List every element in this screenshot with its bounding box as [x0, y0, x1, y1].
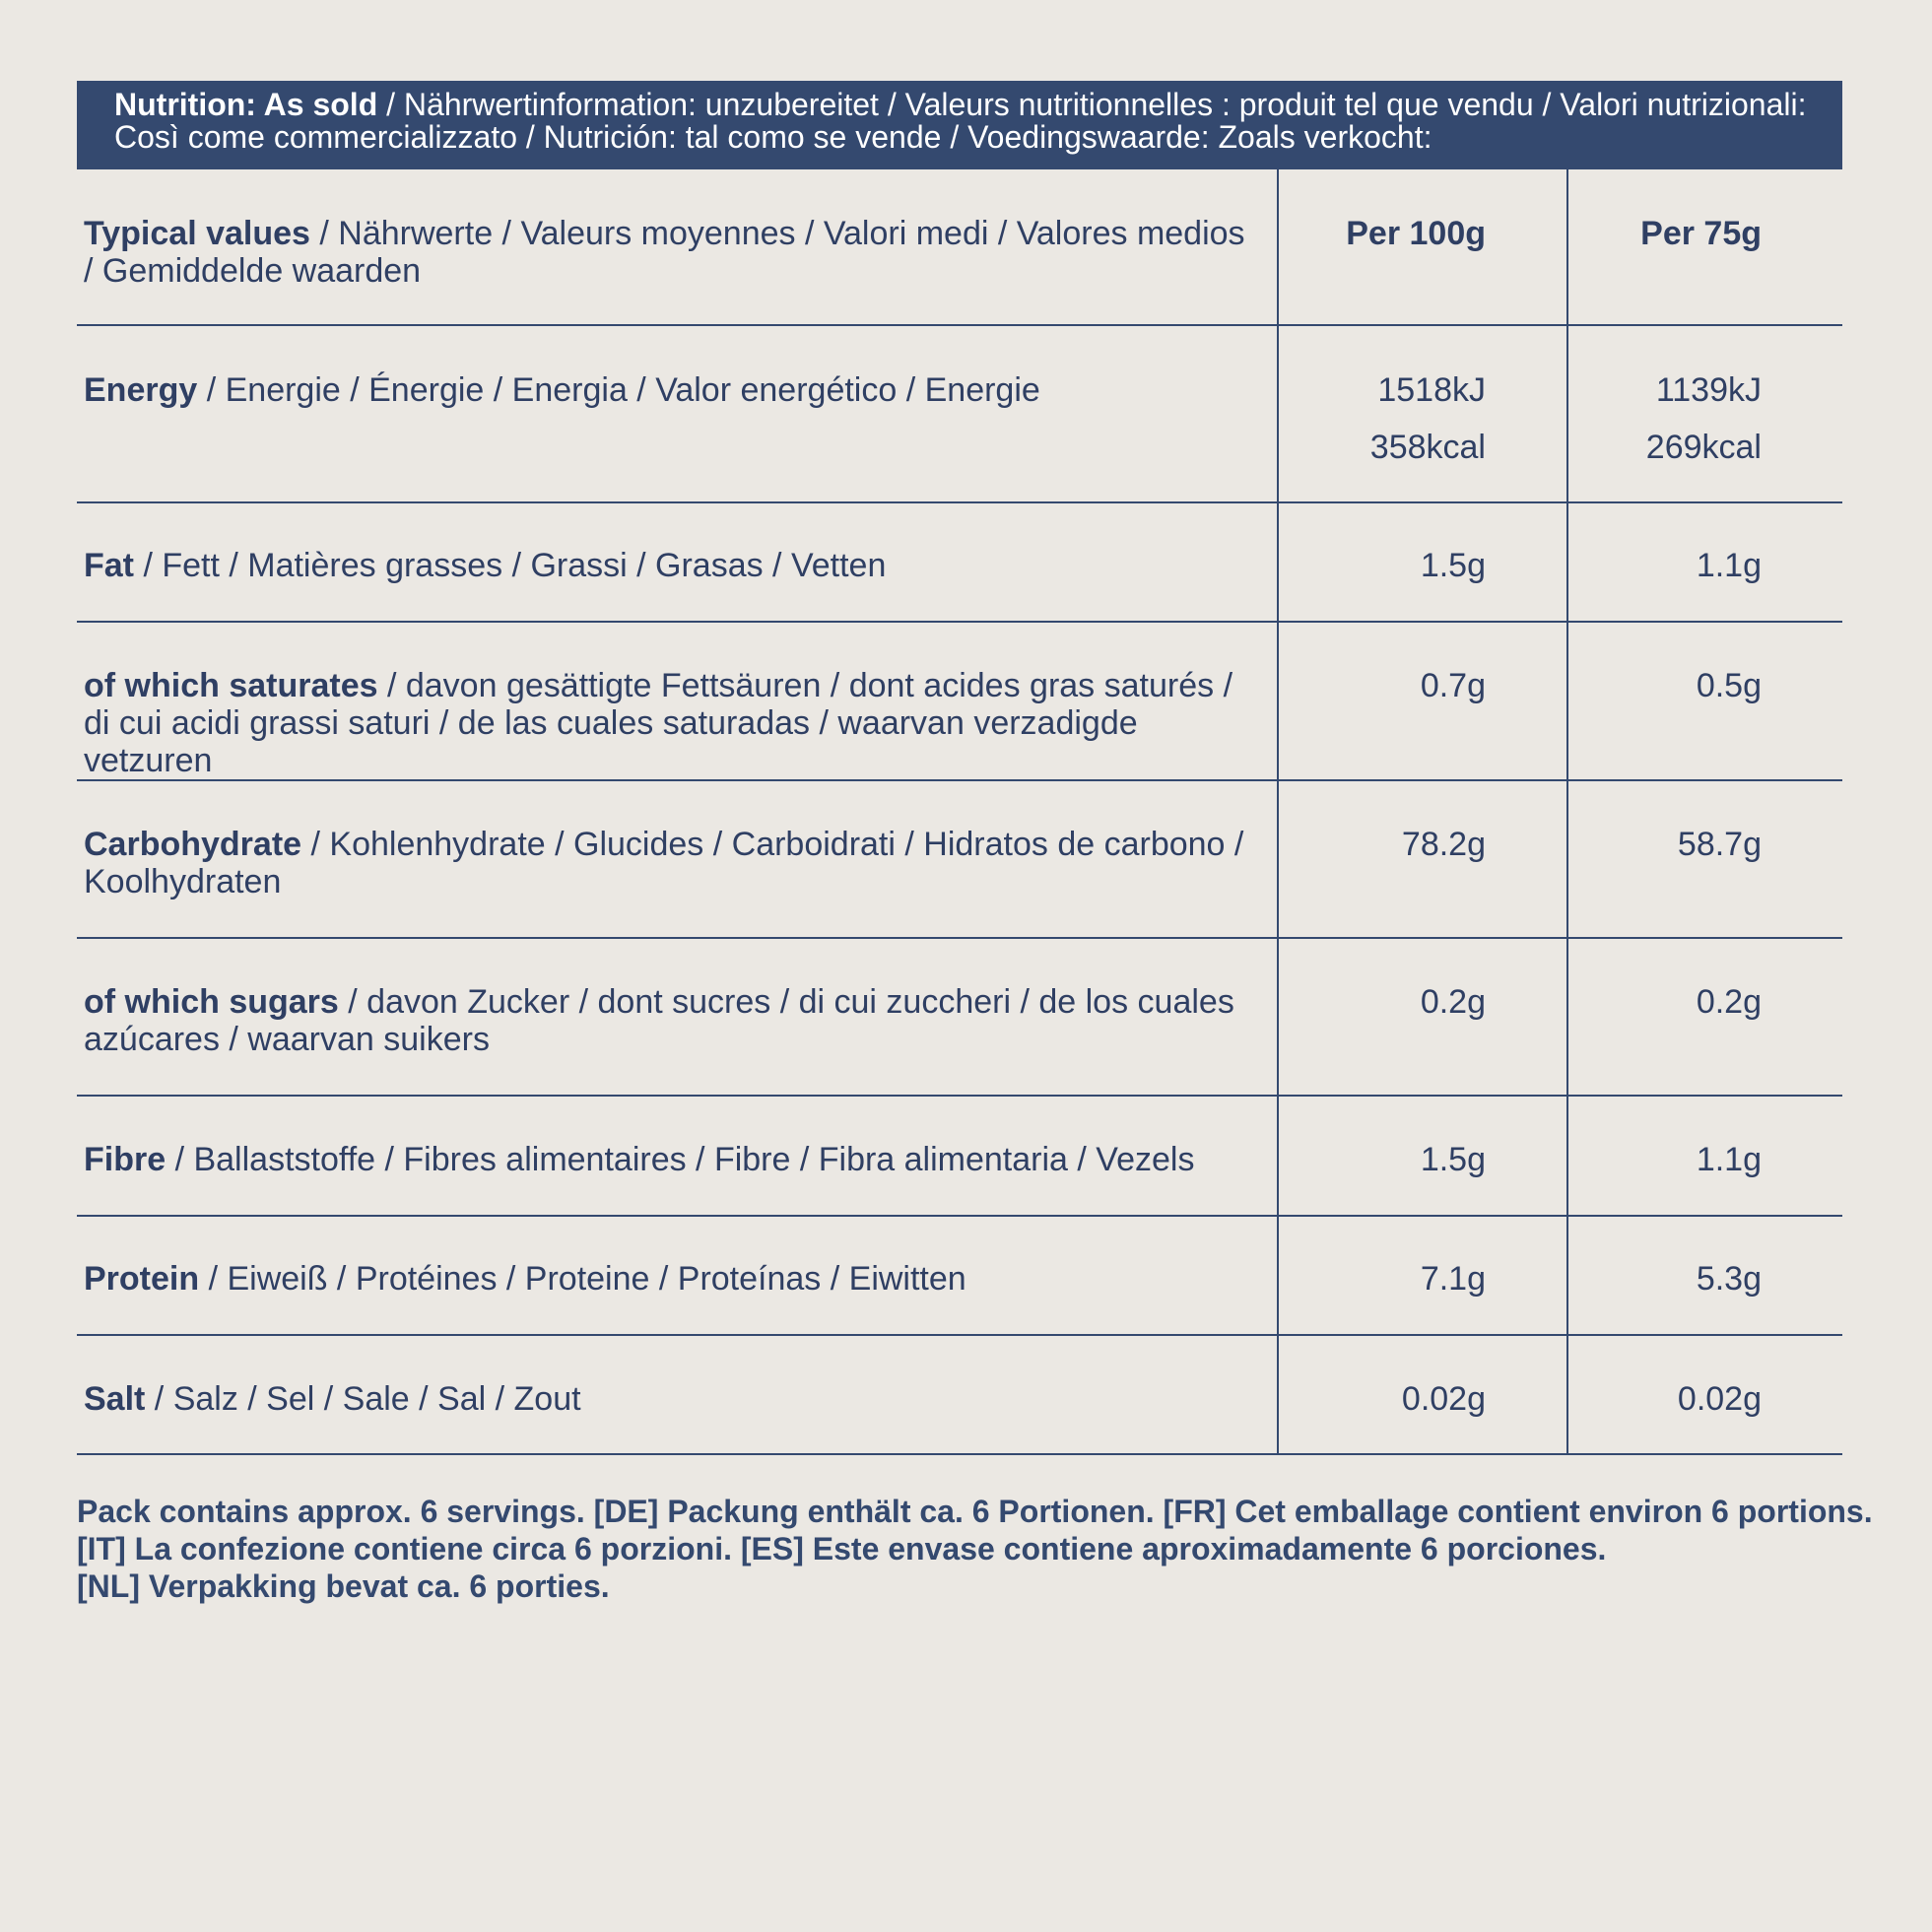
- nutrition-table: [77, 169, 1842, 1455]
- value-per75: 58.7g: [1567, 780, 1842, 938]
- table-row: [77, 502, 1842, 622]
- value-per75: 1.1g: [1567, 1096, 1842, 1216]
- table-row: [77, 1335, 1842, 1454]
- servings-note: [77, 1493, 1873, 1605]
- value-per100: 0.2g: [1278, 938, 1567, 1096]
- row-label: [77, 1216, 1278, 1335]
- value-per100: 0.02g: [1278, 1335, 1567, 1454]
- per75-label: Per 75g: [1640, 215, 1762, 252]
- row-label-bold: Carbohydrate: [84, 826, 302, 863]
- nutrition-panel: [77, 81, 1842, 1455]
- value-per100: 7.1g: [1278, 1216, 1567, 1335]
- row-label-bold: Fat: [84, 547, 134, 584]
- row-label-bold: Energy: [84, 371, 198, 409]
- row-label-rest: / davon Zucker / dont sucres / di cui zuccheri / de los cuales azúcares / waarvan suikers: [84, 983, 1234, 1058]
- value-per100: 1.5g: [1278, 502, 1567, 622]
- row-label: [77, 1096, 1278, 1216]
- nutrition-header: [77, 81, 1842, 169]
- table-row: [77, 1216, 1842, 1335]
- row-label: [77, 325, 1278, 502]
- servings-note-line: Pack contains approx. 6 servings. [DE] Packung enthält ca. 6 Portionen. [FR] Cet emballage contient environ 6 portions.: [77, 1494, 1873, 1529]
- row-label-rest: / davon gesättigte Fettsäuren / dont acides gras saturés / di cui acidi grassi saturi / de las cuales saturadas / waarvan verzadigde vetzuren: [84, 667, 1233, 779]
- header-title: Nutrition: As sold: [114, 87, 378, 122]
- table-row: [77, 325, 1842, 502]
- row-label: [77, 1335, 1278, 1454]
- table-row: [77, 938, 1842, 1096]
- value-per75: 0.2g: [1567, 938, 1842, 1096]
- value-per100: 78.2g: [1278, 780, 1567, 938]
- servings-note-line: [NL] Verpakking bevat ca. 6 porties.: [77, 1568, 610, 1604]
- column-header-label-rest: / Nährwerte / Valeurs moyennes / Valori medi / Valores medios / Gemiddelde waarden: [84, 215, 1245, 290]
- value-per100: 1.5g: [1278, 1096, 1567, 1216]
- energy-kcal-per75: 269kcal: [1645, 429, 1762, 466]
- header-translations: / Nährwertinformation: unzubereitet / Valeurs nutritionnelles : produit tel que vendu / Valori nutrizionali: Così come commercializzato / Nutrición: tal como se vende / Voedingswaarde: Zoals verkocht:: [114, 87, 1807, 155]
- energy-kcal-per100: 358kcal: [1369, 429, 1486, 466]
- row-label-bold: of which saturates: [84, 667, 378, 704]
- row-label-bold: Salt: [84, 1380, 146, 1418]
- row-label-bold: Fibre: [84, 1141, 167, 1178]
- value-per100: [1278, 325, 1567, 502]
- value-per75: 0.02g: [1567, 1335, 1842, 1454]
- value-per100: 0.7g: [1278, 622, 1567, 780]
- column-header-label-bold: Typical values: [84, 215, 310, 252]
- servings-note-line: [IT] La confezione contiene circa 6 porzioni. [ES] Este envase contiene aproximadamente 6 porciones.: [77, 1531, 1607, 1566]
- table-row: [77, 622, 1842, 780]
- per100-label: Per 100g: [1346, 215, 1486, 252]
- row-label-bold: of which sugars: [84, 983, 339, 1021]
- table-row: [77, 1096, 1842, 1216]
- row-label-rest: / Kohlenhydrate / Glucides / Carboidrati / Hidratos de carbono / Koolhydraten: [84, 826, 1244, 900]
- value-per75: 1.1g: [1567, 502, 1842, 622]
- energy-kj-per100: 1518kJ: [1377, 371, 1486, 409]
- row-label-rest: / Ballaststoffe / Fibres alimentaires / Fibre / Fibra alimentaria / Vezels: [166, 1141, 1195, 1178]
- row-label: [77, 938, 1278, 1096]
- table-row: [77, 780, 1842, 938]
- value-per75: 5.3g: [1567, 1216, 1842, 1335]
- table-header-row: [77, 169, 1842, 325]
- row-label-rest: / Energie / Énergie / Energia / Valor energético / Energie: [197, 371, 1040, 409]
- column-header-per100: [1278, 169, 1567, 325]
- column-header-label: [77, 169, 1278, 325]
- row-label: [77, 502, 1278, 622]
- column-header-per75: [1567, 169, 1842, 325]
- value-per75: [1567, 325, 1842, 502]
- row-label-rest: / Fett / Matières grasses / Grassi / Grasas / Vetten: [134, 547, 887, 584]
- row-label: [77, 622, 1278, 780]
- row-label-rest: / Salz / Sel / Sale / Sal / Zout: [145, 1380, 581, 1418]
- row-label-rest: / Eiweiß / Protéines / Proteine / Proteínas / Eiwitten: [199, 1260, 966, 1298]
- row-label-bold: Protein: [84, 1260, 200, 1298]
- value-per75: 0.5g: [1567, 622, 1842, 780]
- energy-kj-per75: 1139kJ: [1655, 371, 1762, 409]
- row-label: [77, 780, 1278, 938]
